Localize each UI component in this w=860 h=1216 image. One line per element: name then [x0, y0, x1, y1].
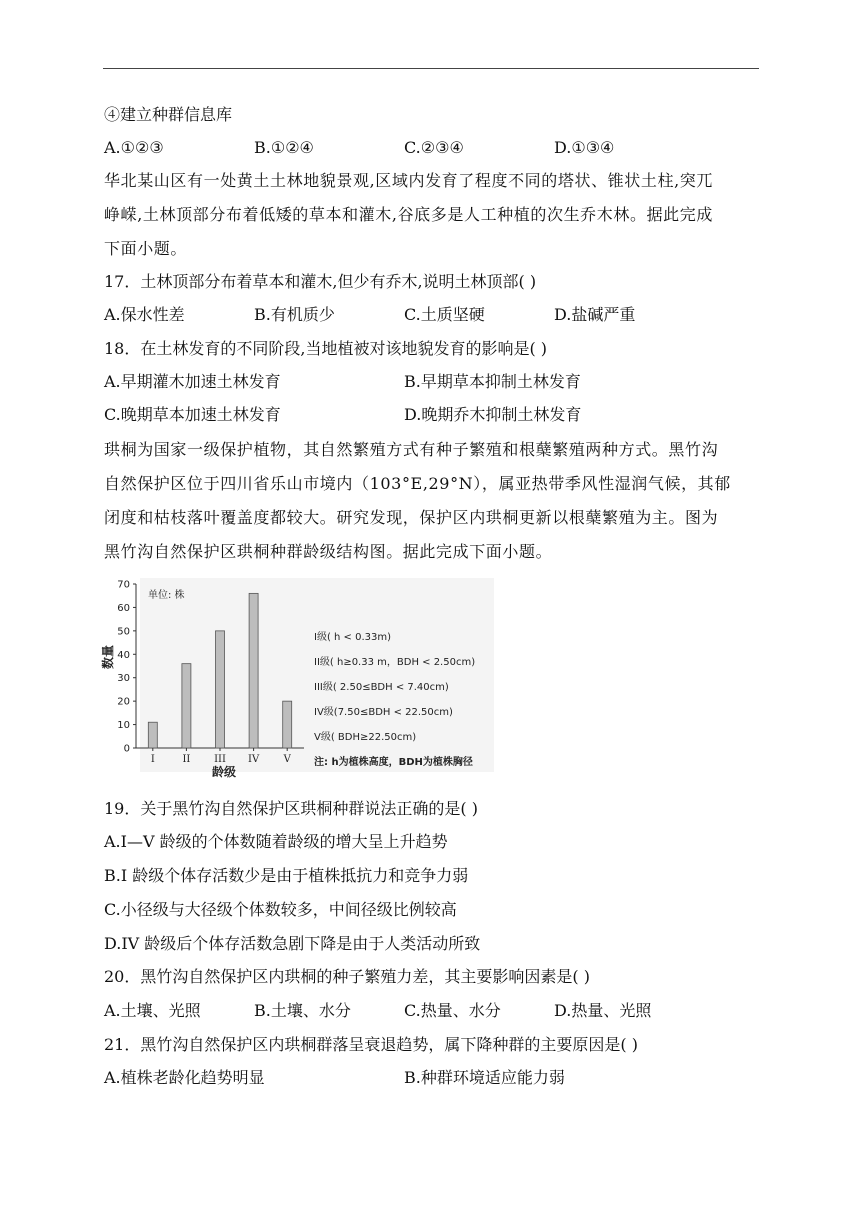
- legend-item-4: IV级(7.50≤BDH < 22.50cm): [314, 707, 453, 718]
- bar-I: [148, 722, 157, 748]
- q17-option-c: C.土质坚硬: [404, 305, 485, 324]
- passage1-line-2: 峥嵘,土林顶部分布着低矮的草本和灌木,谷底多是人工种植的次生乔木林。据此完成: [104, 205, 713, 224]
- passage2-line-4: 黑竹沟自然保护区珙桐种群龄级结构图。据此完成下面小题。: [104, 542, 553, 561]
- q20-option-c: C.热量、水分: [404, 1001, 501, 1020]
- legend-item-2: II级( h≥0.33 m，BDH < 2.50cm): [314, 657, 476, 668]
- q16-item-4: ④建立种群信息库: [104, 105, 233, 124]
- y-tick-label: 0: [123, 743, 130, 755]
- bar-V: [283, 701, 292, 748]
- bar-III: [216, 631, 225, 748]
- y-tick-label: 50: [117, 626, 130, 638]
- passage2-line-2: 自然保护区位于四川省乐山市境内（103°E,29°N），属亚热带季风性湿润气候，其郁: [104, 474, 731, 493]
- q19-option-a: A.I—V 龄级的个体数随着龄级的增大呈上升趋势: [104, 832, 448, 851]
- age-class-bar-chart: [101, 576, 504, 782]
- q19-option-d: D.IV 龄级后个体存活数急剧下降是由于人类活动所致: [104, 934, 481, 953]
- passage1-line-3: 下面小题。: [104, 239, 188, 258]
- q19-option-b: B.I 龄级个体存活数少是由于植株抵抗力和竞争力弱: [104, 866, 469, 885]
- legend-item-1: I级( h < 0.33m): [314, 632, 392, 643]
- passage2-line-1: 珙桐为国家一级保护植物，其自然繁殖方式有种子繁殖和根蘖繁殖两种方式。黑竹沟: [104, 440, 719, 459]
- q21-stem: 21．黑竹沟自然保护区内珙桐群落呈衰退趋势，属下降种群的主要原因是( ): [104, 1035, 638, 1054]
- x-tick-label: IV: [248, 754, 260, 765]
- q21-option-b: B.种群环境适应能力弱: [404, 1068, 565, 1087]
- q18-option-d: D.晚期乔木抑制土林发育: [404, 405, 582, 424]
- q18-option-c: C.晚期草本加速土林发育: [104, 405, 281, 424]
- q18-option-a: A.早期灌木加速土林发育: [104, 372, 281, 391]
- legend-note: 注: h为植株高度，BDH为植株胸径: [314, 757, 473, 768]
- x-tick-label: II: [182, 754, 191, 765]
- chart-y-axis-label: 数量: [101, 644, 115, 669]
- y-tick-label: 20: [117, 696, 130, 708]
- q21-option-a: A.植株老龄化趋势明显: [104, 1068, 265, 1087]
- q20-stem: 20．黑竹沟自然保护区内珙桐的种子繁殖力差，其主要影响因素是( ): [104, 967, 590, 986]
- legend-item-5: V级( BDH≥22.50cm): [314, 732, 417, 743]
- q16-option-d: D.①③④: [554, 138, 615, 157]
- y-tick-label: 10: [117, 720, 130, 732]
- passage2-line-3: 闭度和枯枝落叶覆盖度都较大。研究发现，保护区内珙桐更新以根蘖繁殖为主。图为: [104, 508, 719, 527]
- x-tick-label: III: [214, 754, 226, 765]
- y-tick-label: 40: [117, 649, 130, 661]
- bar-IV: [249, 593, 258, 748]
- passage1-line-1: 华北某山区有一处黄土土林地貌景观,区域内发育了程度不同的塔状、锥状土柱,突兀: [104, 171, 713, 190]
- q17-option-a: A.保水性差: [104, 305, 185, 324]
- q19-option-c: C.小径级与大径级个体数较多，中间径级比例较高: [104, 900, 457, 919]
- q17-stem: 17．土林顶部分布着草本和灌木,但少有乔木,说明土林顶部( ): [104, 272, 537, 291]
- legend-item-3: III级( 2.50≤BDH < 7.40cm): [314, 682, 449, 693]
- q16-option-b: B.①②④: [254, 138, 314, 157]
- chart-x-axis-label: 龄级: [212, 765, 237, 779]
- bar-II: [182, 664, 191, 748]
- y-tick-label: 70: [117, 579, 130, 591]
- chart-unit-label: 单位: 株: [148, 590, 185, 601]
- q18-option-b: B.早期草本抑制土林发育: [404, 372, 581, 391]
- x-tick-label: I: [150, 754, 155, 765]
- q16-option-a: A.①②③: [104, 138, 164, 157]
- header-rule: [103, 68, 759, 69]
- q16-option-c: C.②③④: [404, 138, 464, 157]
- q20-option-b: B.土壤、水分: [254, 1001, 351, 1020]
- q20-option-a: A.土壤、光照: [104, 1001, 201, 1020]
- x-tick-label: V: [283, 754, 291, 765]
- q18-stem: 18．在土林发育的不同阶段,当地植被对该地貌发育的影响是( ): [104, 339, 548, 358]
- y-tick-label: 30: [117, 673, 130, 685]
- q19-stem: 19．关于黑竹沟自然保护区珙桐种群说法正确的是( ): [104, 799, 478, 818]
- q17-option-d: D.盐碱严重: [554, 305, 636, 324]
- q17-option-b: B.有机质少: [254, 305, 335, 324]
- y-tick-label: 60: [117, 602, 130, 614]
- q20-option-d: D.热量、光照: [554, 1001, 652, 1020]
